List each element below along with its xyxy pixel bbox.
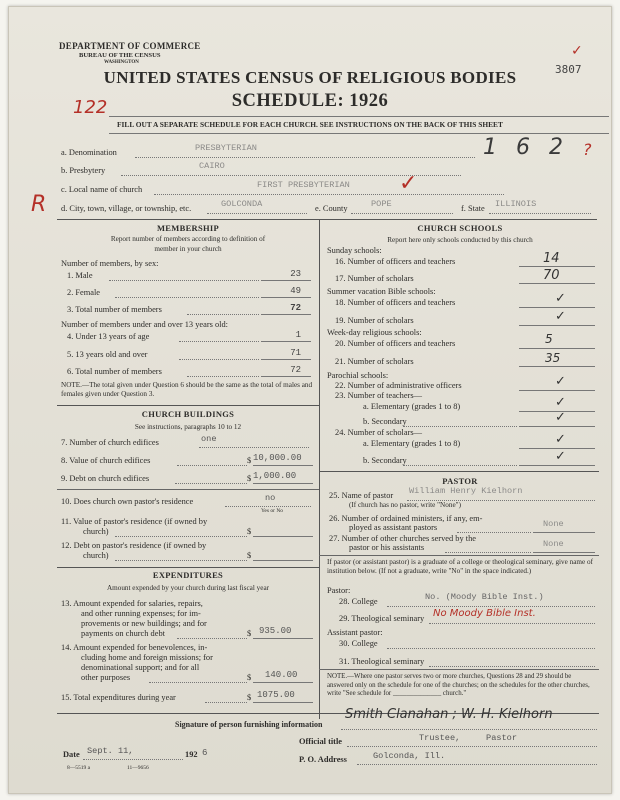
q23-label: 23. Number of teachers— [335,391,422,400]
buildings-rule [57,405,319,406]
membership-row-rule [261,314,311,315]
membership-intro-2: member in your church [154,245,222,253]
q11-rule [253,536,313,537]
q12-label-1: 12. Debt on pastor's residence (if owned by [61,541,207,550]
q8-rule [253,465,313,466]
q24b-tick: ✓ [555,449,566,464]
serial-number: 3807 [555,63,582,76]
date-label: Date [63,750,80,759]
membership-age-leader [187,376,259,377]
q18-tick: ✓ [555,291,566,306]
presbytery-label: b. Presbytery [61,166,106,175]
membership-row-value: 72 [290,303,301,313]
local-name-value: FIRST PRESBYTERIAN [257,180,350,190]
membership-row-value: 23 [290,269,301,279]
q18-label: 18. Number of officers and teachers [335,298,456,307]
q14-rule [253,682,313,683]
q21-rule [519,366,595,367]
membership-row-label: 2. Female [67,288,101,297]
q19-rule [519,325,595,326]
q15-rule [253,702,313,703]
q14-leader [149,682,247,683]
official-title-value: Trustee, Pastor [419,733,517,743]
q24-label: 24. Number of scholars— [335,428,422,437]
q20-rule [519,348,595,349]
official-title-label: Official title [299,737,343,746]
weekday-schools-head: Week-day religious schools: [327,328,422,337]
q7-line [199,447,309,448]
membership-row-leader [109,280,259,281]
q27-rule [533,552,595,553]
q21-value: 35 [545,351,561,365]
membership-age-leader [179,359,259,360]
date-line [83,759,183,760]
q10-hint: Yes or No [261,508,284,514]
schedule-title: SCHEDULE: 1926 [231,91,389,111]
denomination-label: a. Denomination [61,148,117,157]
print-code-2: 11—9656 [127,765,149,771]
denomination-line [135,157,475,158]
q11-leader [115,536,247,537]
top-check-mark: ✓ [571,43,583,59]
q17-label: 17. Number of scholars [335,274,414,283]
membership-intro-1: Report number of members according to definition of [110,235,266,243]
membership-row-leader [115,297,259,298]
membership-row-leader [187,314,259,315]
q8-label: 8. Value of church edifices [61,456,151,465]
q23a-tick: ✓ [555,395,566,410]
handwritten-code: 1 6 2 [483,135,569,160]
q10-value: no [265,493,276,503]
po-address-label: P. O. Address [299,755,347,764]
q12-leader [115,560,247,561]
membership-row-rule [261,297,311,298]
schools-title: CHURCH SCHOOLS [417,223,503,233]
q27-line-1: 27. Number of other churches served by the [329,534,476,543]
membership-age-leader [179,341,259,342]
state-label: f. State [461,204,485,213]
membership-title: MEMBERSHIP [156,223,220,233]
q11-label-2: church) [83,527,109,536]
city-label: d. City, town, village, or township, etc. [61,204,192,213]
q18-rule [519,307,595,308]
q7-label: 7. Number of church edifices [61,438,159,447]
year-prefix: 192 [185,750,198,759]
q29-value: No Moody Bible Inst. [433,608,536,619]
membership-row-label: 3. Total number of members [67,305,162,314]
handwritten-R: R [31,192,47,217]
q9-leader [175,483,247,484]
year-suffix: 6 [202,748,208,758]
q26-rule [533,532,595,533]
q16-rule [519,266,595,267]
q19-label: 19. Number of scholars [335,316,414,325]
section-rule-top [57,219,597,220]
signature-line [341,729,597,730]
county-line [351,213,453,214]
pastor-title: PASTOR [442,476,478,486]
signature-value: Smith Clanahan ; W. H. Kielhorn [345,707,553,722]
q27-leader [445,552,531,553]
q16-value: 14 [543,251,560,266]
q27-line-2: pastor or his assistants [349,543,425,552]
q15-value: 1075.00 [257,690,295,700]
membership-age-value: 1 [295,330,301,340]
q13-line-1: 13. Amount expended for salaries, repairs, [61,599,203,608]
membership-row-rule [261,280,311,281]
print-code: 8—5519 a [67,765,91,771]
department-heading: DEPARTMENT OF COMMERCE [59,41,201,51]
q11-label-1: 11. Value of pastor's residence (if owned by [61,517,208,526]
q17-rule [519,283,595,284]
signature-label: Signature of person furnishing information [175,720,323,729]
q9-dollar: $ [247,474,252,483]
county-value: POPE [371,199,392,209]
q24b-label: b. Secondary [363,456,407,465]
q23b-tick: ✓ [555,410,566,425]
q26-value: None [543,519,564,529]
buildings-subtitle: See instructions, paragraphs 10 to 12 [134,423,242,431]
city-heading: WASHINGTON [104,60,139,65]
q13-line-4: payments on church debt [81,629,165,638]
q25-value: William Henry Kielhorn [409,486,523,496]
q26-line-2: ployed as assistant pastors [349,523,438,532]
q9-value: 1,000.00 [253,471,297,481]
sunday-schools-head: Sunday schools: [327,246,382,255]
buildings-title: CHURCH BUILDINGS [141,409,235,419]
q30-line [387,648,595,649]
membership-note: NOTE.—The total given under Question 6 should be the same as the total of males and females given under Question 3. [61,381,313,398]
q28-value: No. (Moody Bible Inst.) [425,592,544,602]
pastor-note: NOTE.—Where one pastor serves two or more churches, Questions 28 and 29 should be answered only on the schedule for one of the churches; on the schedules for the other churches, write "See schedule for ______________ church." [327,673,590,698]
column-divider [319,219,320,719]
q9-label: 9. Debt on church edifices [61,474,150,483]
membership-age-value: 71 [290,348,301,358]
local-name-label: c. Local name of church [61,185,143,194]
membership-age-label: 5. 13 years old and over [67,350,148,359]
q23b-rule [519,426,595,427]
city-value: GOLCONDA [221,199,263,209]
membership-age-value: 72 [290,365,301,375]
q20-value: 5 [545,332,553,346]
q13-leader [177,638,247,639]
q11-dollar: $ [247,527,252,536]
banner-rule-bottom [109,133,609,134]
census-schedule-sheet [8,6,612,794]
q13-line-2: and other running expenses; for im- [81,609,201,618]
date-value: Sept. 11, [87,746,134,756]
q8-value: 10,000.00 [253,453,302,463]
q31-label: 31. Theological seminary [339,657,425,666]
q14-value: 140.00 [265,670,298,680]
pastor-instructions: If pastor (or assistant pastor) is a graduate of a college or theological seminary, give name of institution below. (If not a graduate, write "No" in the space indicated.) [327,558,593,575]
state-line [489,213,591,214]
presbytery-value: CAIRO [199,161,225,171]
buildings-mid-rule [57,489,319,490]
q14-line-2: cluding home and foreign missions; for [81,653,213,662]
city-line [207,213,307,214]
q10-label: 10. Does church own pastor's residence [61,497,194,506]
schools-intro: Report here only schools conducted by this church [387,236,533,244]
po-address-value: Golconda, Ill. [373,751,446,761]
expenditures-title: EXPENDITURES [152,570,224,580]
q27-value: None [543,539,564,549]
parochial-schools-head: Parochial schools: [327,371,389,380]
q12-dollar: $ [247,551,252,560]
banner-rule-top [109,116,609,117]
q10-line [225,506,311,507]
q29-label: 29. Theological seminary [339,614,425,623]
q25-hint: (If church has no pastor, write "None") [349,501,461,509]
pastor-rule [319,471,599,472]
q9-rule [253,483,313,484]
county-label: e. County [315,204,348,213]
instruction-banner: FILL OUT A SEPARATE SCHEDULE FOR EACH CHURCH. SEE INSTRUCTIONS ON THE BACK OF THIS SHEET [117,120,503,129]
q7-value: one [201,434,217,444]
q29-line [429,623,595,624]
q23b-label: b. Secondary [363,417,407,426]
summer-schools-head: Summer vacation Bible schools: [327,287,436,296]
q28-line [387,606,595,607]
bureau-heading: BUREAU OF THE CENSUS [79,52,161,59]
q21-label: 21. Number of scholars [335,357,414,366]
local-name-check: ✓ [399,171,418,196]
membership-age-rule [261,376,311,377]
official-title-line [347,746,597,747]
q22-tick: ✓ [555,374,566,389]
q19-tick: ✓ [555,309,566,324]
po-address-line [357,764,597,765]
form-title: UNITED STATES CENSUS OF RELIGIOUS BODIES [103,68,517,87]
q15-dollar: $ [247,693,252,702]
q14-dollar: $ [247,673,252,682]
q30-label: 30. College [339,639,378,648]
q24a-label: a. Elementary (grades 1 to 8) [363,439,461,448]
q16-label: 16. Number of officers and teachers [335,257,456,266]
q12-rule [253,560,313,561]
local-name-line [154,194,504,195]
q24b-rule [519,465,595,466]
denomination-value: PRESBYTERIAN [195,143,257,153]
membership-age-label: 4. Under 13 years of age [67,332,150,341]
assistant-pastor-head: Assistant pastor: [327,628,383,637]
q13-value: 935.00 [259,626,292,636]
q13-rule [253,638,313,639]
q23a-label: a. Elementary (grades 1 to 8) [363,402,461,411]
q20-label: 20. Number of officers and teachers [335,339,456,348]
membership-age-rule [261,359,311,360]
q24b-leader [403,465,517,466]
q15-label: 15. Total expenditures during year [61,693,176,702]
membership-age-head: Number of members under and over 13 years old: [61,320,228,329]
pastor-head: Pastor: [327,586,351,595]
q26-line-1: 26. Number of ordained ministers, if any, em- [329,514,483,523]
membership-by-sex: Number of members, by sex: [61,259,159,268]
q24a-tick: ✓ [555,432,566,447]
q15-leader [205,702,247,703]
membership-age-rule [261,341,311,342]
q23b-leader [403,426,517,427]
q14-line-3: denominational support; and for all [81,663,200,672]
q8-leader [177,465,247,466]
handwritten-number-122: 122 [73,97,108,118]
q25-label: 25. Name of pastor [329,491,394,500]
q26-leader [457,532,531,533]
q31-line [429,666,595,667]
pastor-note-rule [319,669,599,670]
q22-label: 22. Number of administrative officers [335,381,462,390]
q14-line-1: 14. Amount expended for benevolences, in- [61,643,208,652]
expenditures-rule [57,567,319,568]
q13-dollar: $ [247,629,252,638]
expenditures-subtitle: Amount expended by your church during last fiscal year [106,584,270,592]
membership-row-value: 49 [290,286,301,296]
pastor-mid-rule [319,555,599,556]
q17-value: 70 [543,268,560,283]
q8-dollar: $ [247,456,252,465]
state-value: ILLINOIS [495,199,537,209]
membership-row-label: 1. Male [67,271,93,280]
q13-line-3: provements or new buildings; and for [81,619,207,628]
q12-label-2: church) [83,551,109,560]
q28-label: 28. College [339,597,378,606]
q14-line-4: other purposes [81,673,131,682]
membership-age-label: 6. Total number of members [67,367,162,376]
q22-rule [519,390,595,391]
handwritten-question: ? [583,140,592,159]
